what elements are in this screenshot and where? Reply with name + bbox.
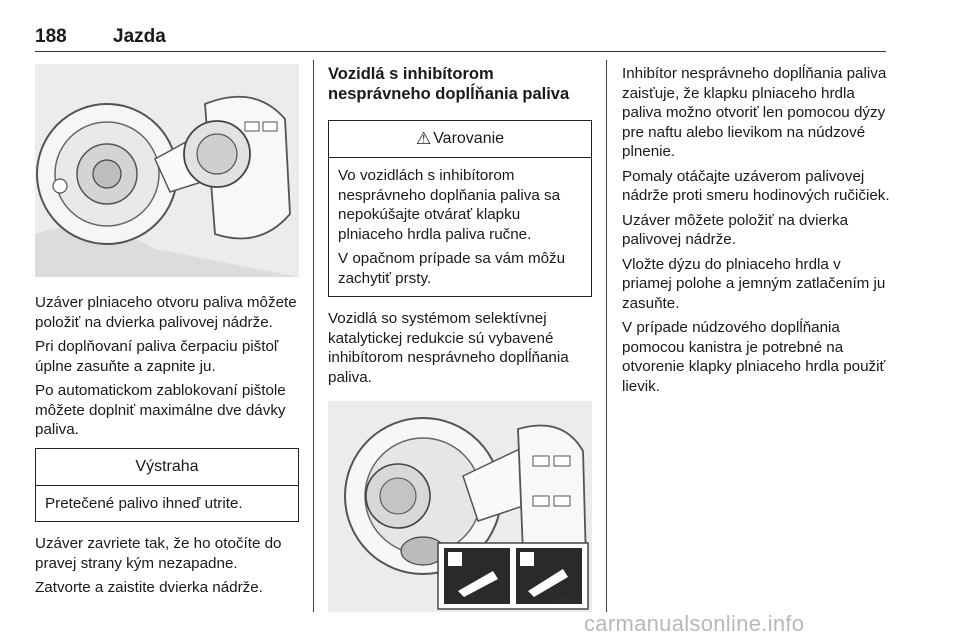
warning-triangle-icon: ⚠	[415, 129, 432, 149]
page-header	[35, 26, 886, 50]
paragraph: Uzáver zavriete tak, že ho otočíte do pravej strany kým nezapadne.	[35, 535, 282, 572]
paragraph: Inhibítor nesprávneho doplĺňania paliva zaisťuje, že klapku plniaceho hrdla paliva možno otvoriť len pomocou dýzy pre naftu alebo lievikom na núdzové plnenie.	[622, 65, 887, 160]
section-title: Jazda	[113, 26, 166, 47]
notice-text: Pretečené palivo ihneď utrite.	[45, 494, 243, 512]
column-3	[622, 64, 890, 401]
notice-box	[35, 448, 299, 523]
notice-title: Výstraha	[36, 449, 298, 486]
paragraph: V prípade núdzového doplĺňania pomocou kanistra je potrebné na otvorenie klapky plniaceho hrdla použiť lievik.	[622, 319, 886, 395]
figure-code: ces0834	[556, 597, 583, 604]
column-2	[328, 64, 592, 612]
paragraph: Vozidlá so systémom selektívnej katalytickej redukcie sú vybavené inhibítorom nesprávneho doplĺňania paliva.	[328, 310, 569, 386]
paragraph: Po automatickom zablokovaní pištole môžete doplniť maximálne dve dávky paliva.	[35, 382, 286, 438]
inhibitor-image	[328, 401, 592, 612]
warning-header	[329, 121, 591, 158]
warning-body	[329, 158, 591, 296]
paragraph: Vložte dýzu do plniaceho hrdla v priamej polohe a jemným zatlačením ju zasuňte.	[622, 255, 886, 312]
warning-box	[328, 120, 592, 297]
watermark: carmanualsonline.info	[584, 611, 805, 636]
misfuel-inhibitor-illustration	[328, 401, 592, 612]
column-divider-1	[313, 60, 314, 612]
section-heading: Vozidlá s inhibítorom nesprávneho doplĺňania paliva	[328, 65, 570, 103]
paragraph: Pomaly otáčajte uzáverom palivovej nádrže proti smeru hodinových ručičiek.	[622, 167, 890, 204]
notice-body	[36, 486, 298, 522]
header-rule	[35, 51, 886, 52]
column-divider-2	[606, 60, 607, 612]
paragraph: Zatvorte a zaistite dvierka nádrže.	[35, 579, 263, 596]
paragraph: Pri doplňovaní paliva čerpaciu pištoľ úplne zasuňte a zapnite ju.	[35, 338, 279, 375]
paragraph: Uzáver môžete položiť na dvierka palivovej nádrže.	[622, 211, 849, 248]
paragraph: Uzáver plniaceho otvoru paliva môžete položiť na dvierka palivovej nádrže.	[35, 294, 297, 331]
warning-text: V opačnom prípade sa vám môžu zachytiť prsty.	[338, 250, 566, 287]
warning-text: Vo vozidlách s inhibítorom nesprávneho doplňania paliva sa nepokúšajte otvárať klapku plniaceho hrdla paliva ručne.	[338, 167, 561, 243]
column-1	[35, 64, 299, 603]
page-number: 188	[35, 26, 67, 47]
fuel-cap-illustration	[35, 64, 299, 277]
fuel-filler-image	[35, 64, 299, 277]
warning-title: Varovanie	[433, 130, 505, 148]
